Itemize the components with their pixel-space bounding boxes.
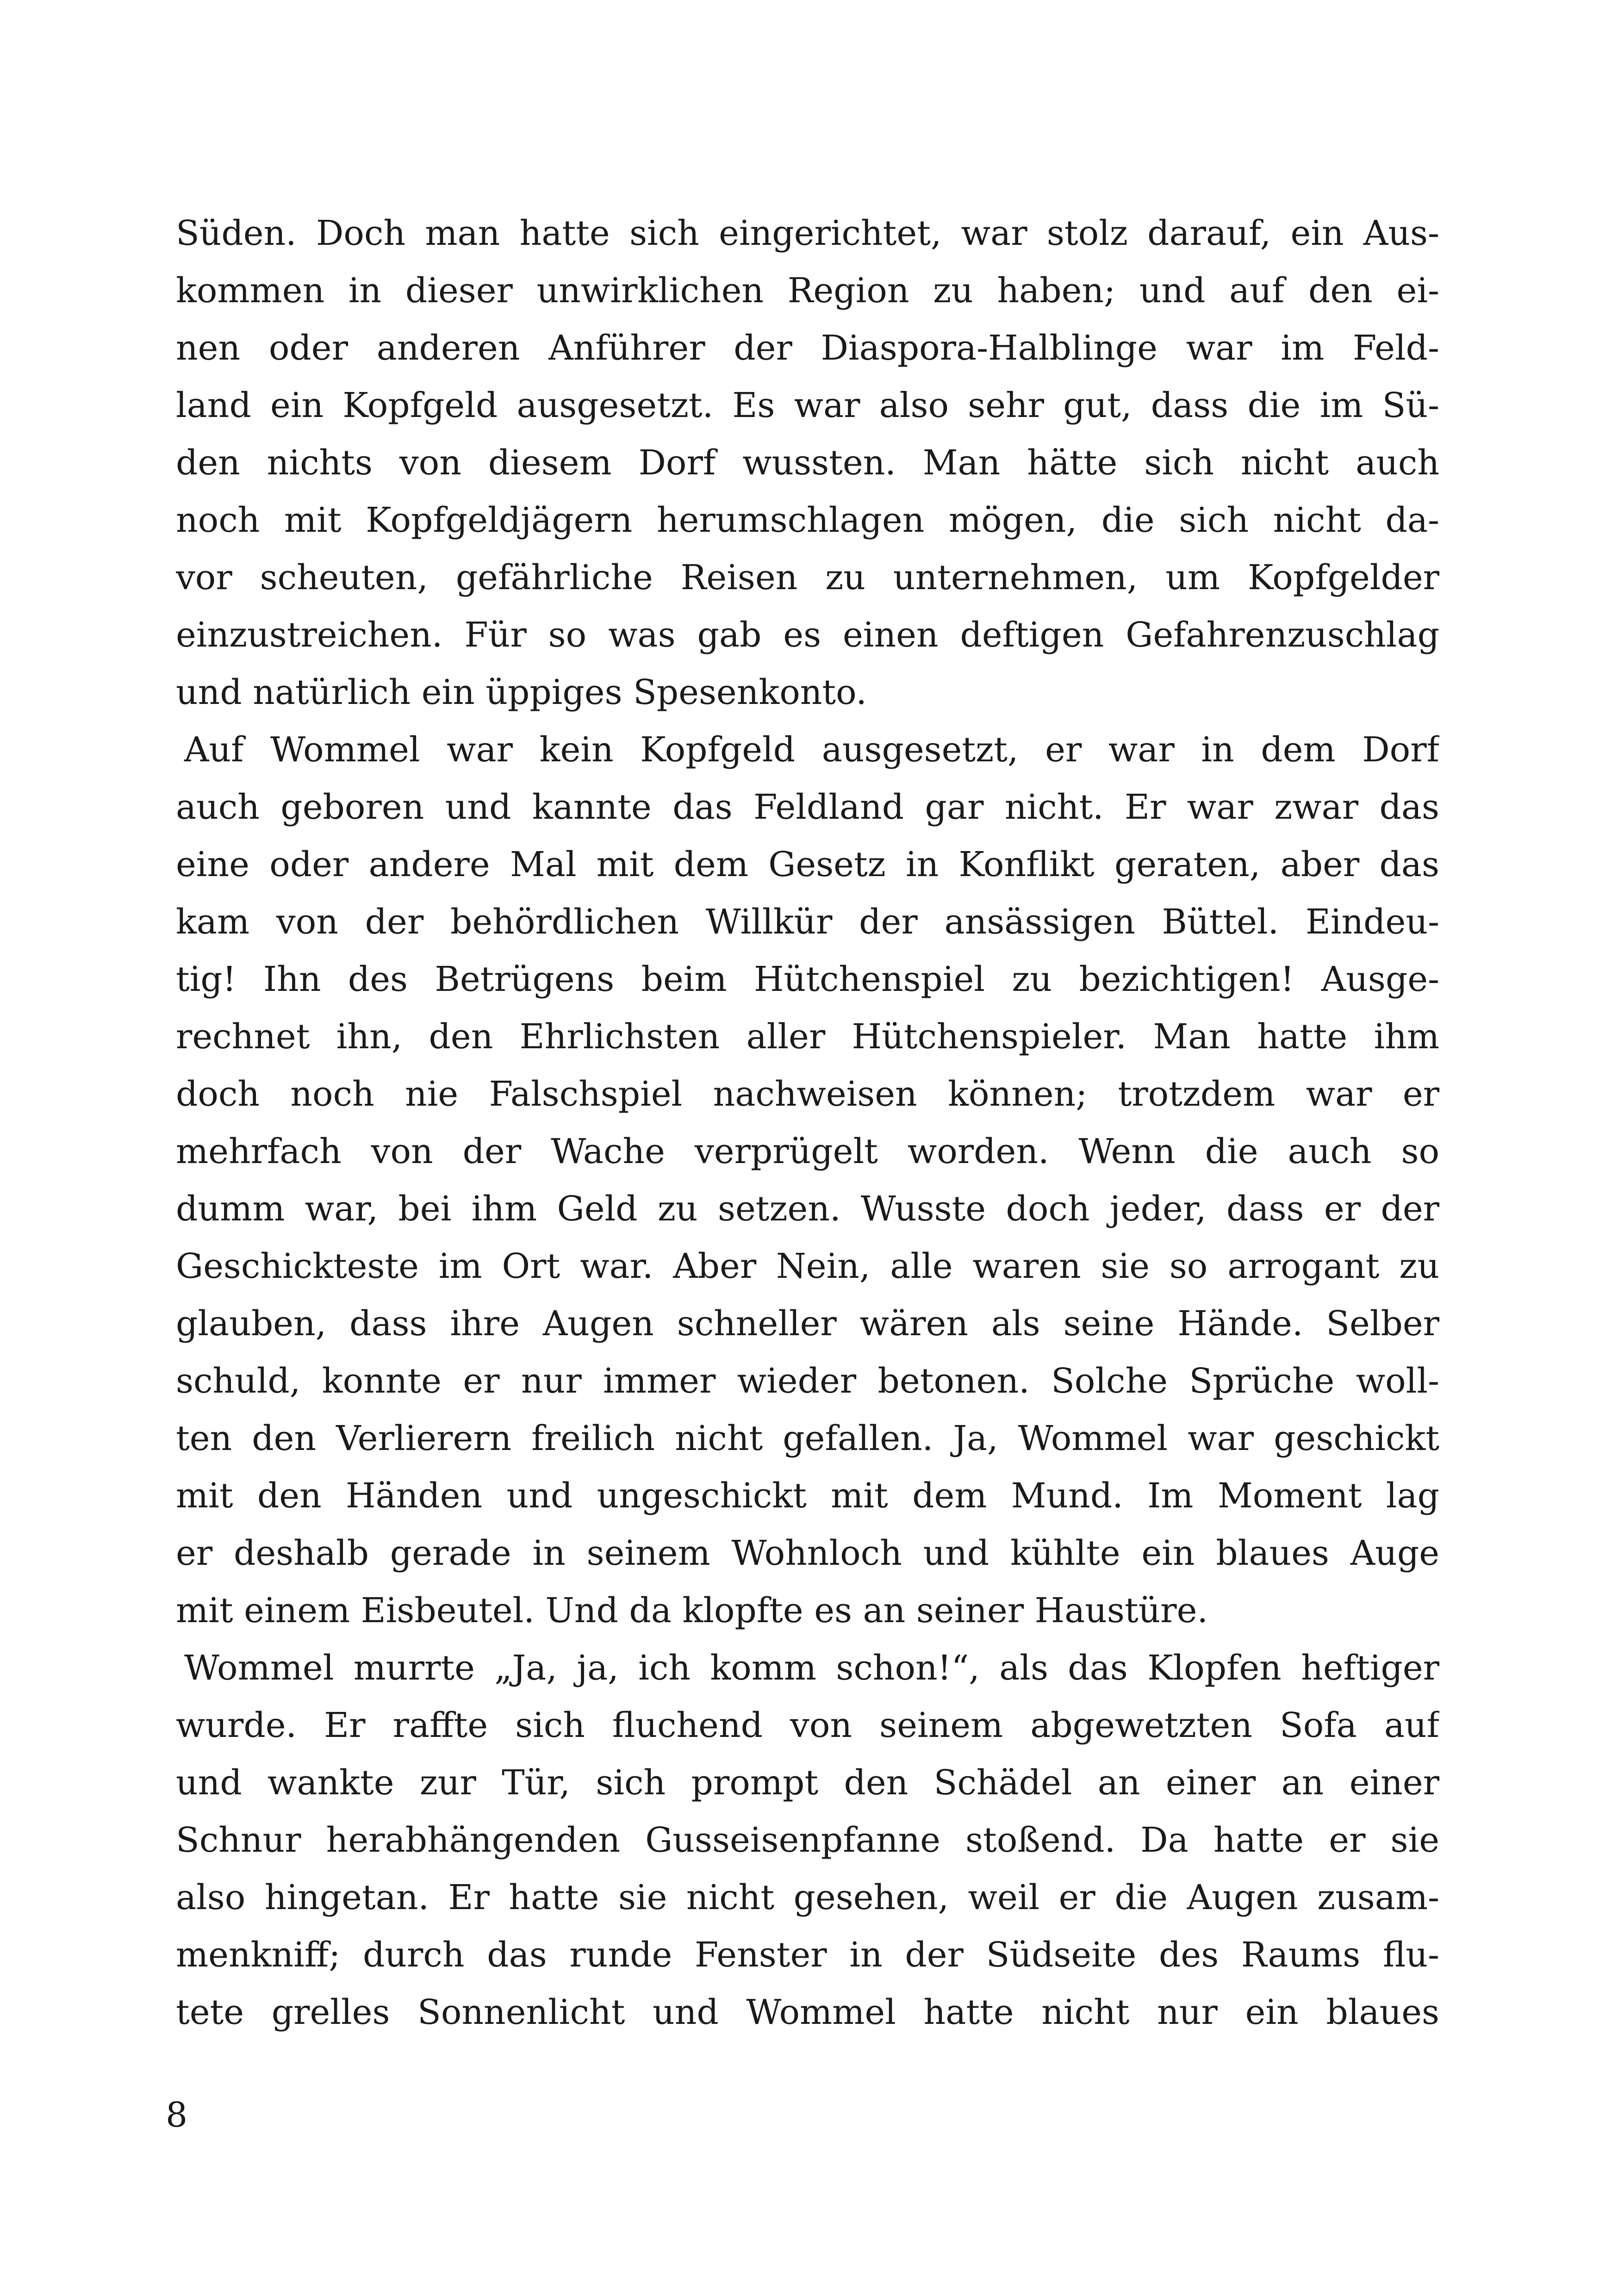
text-line: mit den Händen und ungeschickt mit dem Mund. Im Moment lag	[176, 1476, 1439, 1516]
page-number: 8	[166, 2095, 188, 2135]
text-line: schuld, konnte er nur immer wieder betonen. Solche Sprüche woll-	[176, 1361, 1439, 1401]
text-line: mit einem Eisbeutel. Und da klopfte es an seiner Haustüre.	[176, 1591, 1208, 1630]
text-line: den nichts von diesem Dorf wussten. Man hätte sich nicht auch	[176, 443, 1439, 483]
text-line: tig! Ihn des Betrügens beim Hütchenspiel zu bezichtigen! Ausge-	[176, 959, 1439, 999]
text-line: land ein Kopfgeld ausgesetzt. Es war also sehr gut, dass die im Sü-	[176, 386, 1439, 425]
text-line: wurde. Er raffte sich fluchend von seinem abgewetzten Sofa auf	[176, 1705, 1439, 1745]
text-line: Auf Wommel war kein Kopfgeld ausgesetzt, er war in dem Dorf	[184, 730, 1439, 770]
text-line: und wankte zur Tür, sich prompt den Schädel an einer an einer	[176, 1763, 1439, 1803]
text-line: rechnet ihn, den Ehrlichsten aller Hütchenspieler. Man hatte ihm	[176, 1017, 1439, 1057]
text-line: tete grelles Sonnenlicht und Wommel hatte nicht nur ein blaues	[176, 1992, 1439, 2032]
text-line: nen oder anderen Anführer der Diaspora-Halblinge war im Feld-	[176, 328, 1439, 368]
text-line: eine oder andere Mal mit dem Gesetz in Konflikt geraten, aber das	[176, 845, 1439, 884]
text-line: kam von der behördlichen Willkür der ansässigen Büttel. Eindeu-	[176, 902, 1439, 942]
text-line: kommen in dieser unwirklichen Region zu haben; und auf den ei-	[176, 271, 1439, 311]
text-line: mehrfach von der Wache verprügelt worden. Wenn die auch so	[176, 1132, 1439, 1171]
text-line: Geschickteste im Ort war. Aber Nein, alle waren sie so arrogant zu	[176, 1246, 1439, 1286]
text-line: Wommel murrte „Ja, ja, ich komm schon!“, als das Klopfen heftiger	[184, 1648, 1439, 1688]
text-line: glauben, dass ihre Augen schneller wären als seine Hände. Selber	[176, 1304, 1439, 1344]
text-line: also hingetan. Er hatte sie nicht gesehen, weil er die Augen zusam-	[176, 1878, 1439, 1917]
text-line: auch geboren und kannte das Feldland gar nicht. Er war zwar das	[176, 787, 1439, 827]
text-line: Schnur herabhängenden Gusseisenpfanne stoßend. Da hatte er sie	[176, 1820, 1439, 1860]
text-line: ten den Verlierern freilich nicht gefallen. Ja, Wommel war geschickt	[176, 1419, 1439, 1458]
text-line: und natürlich ein üppiges Spesenkonto.	[176, 672, 867, 712]
body-text	[176, 205, 1439, 2041]
text-line: Süden. Doch man hatte sich eingerichtet, war stolz darauf, ein Aus-	[176, 213, 1439, 253]
text-line: noch mit Kopfgeldjägern herumschlagen mögen, die sich nicht da-	[176, 500, 1439, 540]
text-line: doch noch nie Falschspiel nachweisen können; trotzdem war er	[176, 1074, 1439, 1114]
text-line: vor scheuten, gefährliche Reisen zu unternehmen, um Kopfgelder	[176, 558, 1439, 597]
text-line: er deshalb gerade in seinem Wohnloch und kühlte ein blaues Auge	[176, 1533, 1439, 1573]
text-line: menkniff; durch das runde Fenster in der Südseite des Raums flu-	[176, 1935, 1439, 1975]
text-line: einzustreichen. Für so was gab es einen deftigen Gefahrenzuschlag	[176, 615, 1439, 655]
text-line: dumm war, bei ihm Geld zu setzen. Wusste doch jeder, dass er der	[176, 1189, 1439, 1229]
